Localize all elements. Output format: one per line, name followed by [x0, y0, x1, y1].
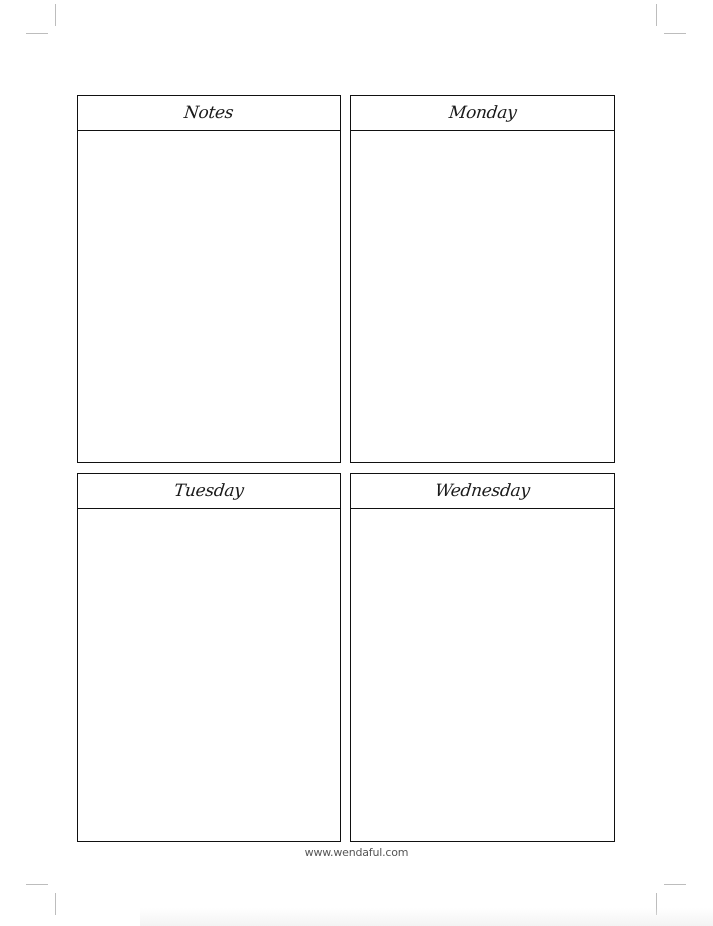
- monday-writing-area: [351, 131, 614, 462]
- bottom-shadow: [140, 908, 713, 926]
- notes-header: [78, 96, 340, 131]
- monday-header: [351, 96, 614, 131]
- crop-mark-bottom-left-horizontal: [26, 884, 48, 885]
- crop-mark-bottom-right-horizontal: [664, 884, 686, 885]
- tuesday-title: Tuesday: [173, 481, 245, 501]
- crop-mark-bottom-left-vertical: [55, 893, 56, 915]
- wednesday-writing-area: [351, 509, 614, 841]
- wednesday-title: Wednesday: [434, 481, 531, 501]
- crop-mark-top-left-horizontal: [26, 33, 48, 34]
- tuesday-panel: [77, 473, 341, 842]
- crop-mark-top-left-vertical: [55, 4, 56, 26]
- crop-mark-top-right-vertical: [656, 4, 657, 26]
- wednesday-header: [351, 474, 614, 509]
- crop-mark-top-right-horizontal: [664, 33, 686, 34]
- footer-url: www.wendaful.com: [304, 846, 409, 859]
- notes-panel: [77, 95, 341, 463]
- tuesday-writing-area: [78, 509, 340, 841]
- notes-title: Notes: [183, 103, 235, 123]
- notes-writing-area: [78, 131, 340, 462]
- monday-title: Monday: [447, 103, 518, 123]
- monday-panel: [350, 95, 615, 463]
- wednesday-panel: [350, 473, 615, 842]
- tuesday-header: [78, 474, 340, 509]
